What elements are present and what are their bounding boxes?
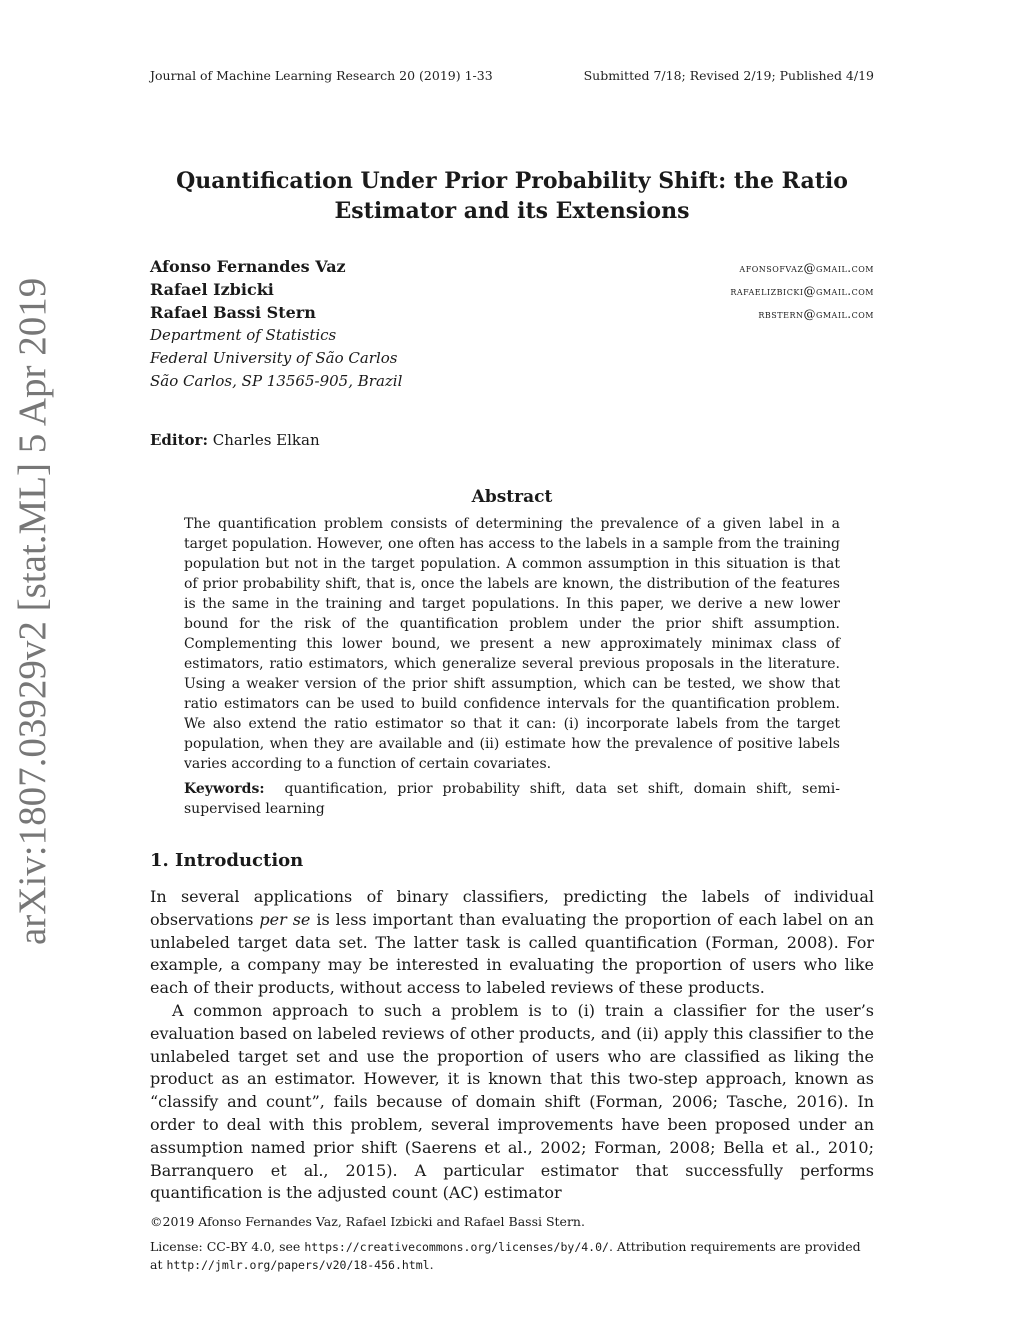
keywords-text: quantification, prior probability shift, data set shift, domain shift, semi-supervised learning <box>184 781 840 817</box>
copyright-notice: ©2019 Afonso Fernandes Vaz, Rafael Izbicki and Rafael Bassi Stern. <box>150 1214 585 1229</box>
license-link[interactable]: https://creativecommons.org/licenses/by/4.0/ <box>304 1240 609 1254</box>
keywords <box>184 779 840 819</box>
author-name: Rafael Bassi Stern <box>150 303 316 322</box>
editor-line <box>150 431 320 449</box>
editor-name: Charles Elkan <box>212 431 320 449</box>
per-se-emphasis: per se <box>259 909 311 929</box>
intro-paragraph-1 <box>150 886 874 1000</box>
arxiv-watermark: arXiv:1807.03929v2 [stat.ML] 5 Apr 2019 <box>11 277 54 945</box>
abstract-text: The quantification problem consists of determining the prevalence of a given label in a target population. However, one often has access to the labels in a sample from the training population but not in the target population. A common assumption in this situation is that of prior probability shift, that is, once the labels are known, the distribution of the features is the same in the training and target populations. In this paper, we derive a new lower bound for the risk of the quantification problem under the prior shift assumption. Complementing this lower bound, we present a new approximately minimax class of estimators, ratio estimators, which generalize several previous proposals in the literature. Using a weaker version of the prior shift assumption, which can be tested, we show that ratio estimators can be used to build confidence intervals for the quantification problem. We also extend the ratio estimator so that it can: (i) incorporate labels from the target population, when they are available and (ii) estimate how the prevalence of positive labels varies according to a function of certain covariates. <box>184 516 840 772</box>
editor-label: Editor: <box>150 431 208 449</box>
author-email[interactable]: afonsofvaz@gmail.com <box>739 261 874 275</box>
paper-link[interactable]: http://jmlr.org/papers/v20/18-456.html <box>166 1258 430 1272</box>
journal-header: Journal of Machine Learning Research 20 (2019) 1-33 <box>150 68 493 83</box>
author-email[interactable]: rbstern@gmail.com <box>758 307 874 321</box>
license-text-mid: . Attribution requirements are provided at <box>150 1239 861 1272</box>
para2-text: A common approach to such a problem is to (i) train a classifier for the user’s evaluation based on labeled reviews of other products, and (ii) apply this classifier to the unlabeled target set and use the proportion of users who are classified as liking the product as an estimator. However, it is known that this two-step approach, known as “classify and count”, fails because of domain shift (Forman, 2006; Tasche, 2016). In order to deal with this problem, several improvements have been proposed under an assumption named prior shift (Saerens et al., 2002; Forman, 2008; Bella et al., 2010; Barranquero et al., 2015). A particular estimator that successfully performs quantification is the adjusted count (AC) estimator <box>150 1001 874 1203</box>
affiliation-department: Department of Statistics <box>150 326 337 344</box>
section-heading: 1. Introduction <box>150 850 304 871</box>
author-email[interactable]: rafaelizbicki@gmail.com <box>730 284 874 298</box>
keywords-label: Keywords: <box>184 781 265 797</box>
intro-paragraph-2 <box>150 1000 874 1205</box>
paper-title <box>150 166 874 226</box>
para1-text-end: is less important than evaluating the proportion of each label on an unlabeled target data set. The latter task is called quantification (Forman, 2008). For example, a company may be interested in evaluating the proportion of users who like each of their products, without access to labeled reviews of these products. <box>150 909 874 998</box>
author-name: Rafael Izbicki <box>150 280 274 299</box>
submission-dates: Submitted 7/18; Revised 2/19; Published 4/19 <box>583 68 874 83</box>
title-line-1: Quantification Under Prior Probability Shift: the Ratio <box>176 168 848 194</box>
license-text: License: CC-BY 4.0, see <box>150 1239 301 1254</box>
affiliation-university: Federal University of São Carlos <box>150 349 398 367</box>
license-text-end: . <box>429 1257 434 1272</box>
license-notice <box>150 1238 874 1274</box>
para1-text-start: In several applications of binary classifiers, predicting the labels of individual observations <box>150 887 874 929</box>
affiliation-address: São Carlos, SP 13565-905, Brazil <box>150 372 403 390</box>
title-line-2: Estimator and its Extensions <box>334 198 690 224</box>
abstract-heading: Abstract <box>471 487 553 507</box>
author-name: Afonso Fernandes Vaz <box>150 257 346 276</box>
